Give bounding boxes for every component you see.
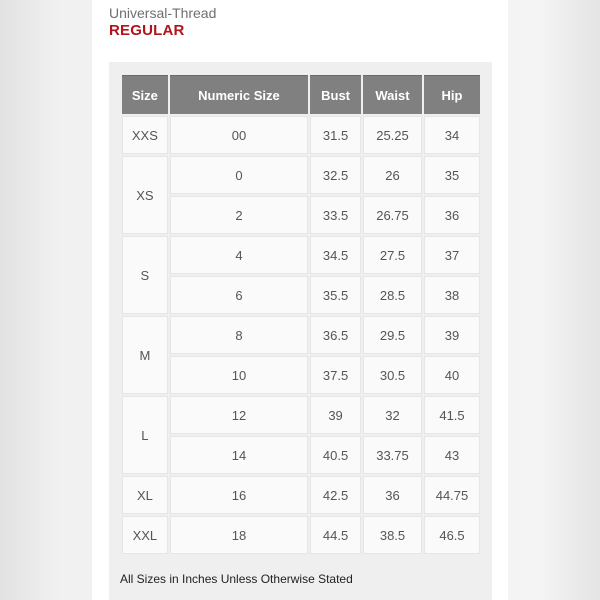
hip-cell: 36: [424, 196, 480, 234]
numeric-size-cell: 12: [170, 396, 308, 434]
bust-cell: 31.5: [310, 116, 361, 154]
hip-cell: 39: [424, 316, 480, 354]
waist-cell: 25.25: [363, 116, 422, 154]
hip-cell: 40: [424, 356, 480, 394]
table-row: [122, 396, 480, 434]
waist-cell: 26.75: [363, 196, 422, 234]
bust-cell: 33.5: [310, 196, 361, 234]
table-row: [122, 356, 480, 394]
table-row: [122, 196, 480, 234]
measurement-note: All Sizes in Inches Unless Otherwise Stated: [120, 572, 353, 586]
numeric-size-cell: 18: [170, 516, 308, 554]
size-cell: S: [122, 236, 168, 314]
column-header-bust: Bust: [310, 75, 361, 114]
hip-cell: 37: [424, 236, 480, 274]
size-cell: XXS: [122, 116, 168, 154]
size-cell: XS: [122, 156, 168, 234]
table-row: [122, 156, 480, 194]
table-row: [122, 316, 480, 354]
column-header-size: Size: [122, 75, 168, 114]
column-header-hip: Hip: [424, 75, 480, 114]
bust-cell: 37.5: [310, 356, 361, 394]
table-header-row: [122, 75, 480, 114]
bust-cell: 34.5: [310, 236, 361, 274]
size-chart-table: [120, 73, 482, 556]
size-cell: L: [122, 396, 168, 474]
brand-name: Universal-Thread: [109, 5, 217, 21]
numeric-size-cell: 10: [170, 356, 308, 394]
hip-cell: 43: [424, 436, 480, 474]
numeric-size-cell: 2: [170, 196, 308, 234]
waist-cell: 27.5: [363, 236, 422, 274]
hip-cell: 46.5: [424, 516, 480, 554]
table-row: [122, 476, 480, 514]
column-header-numeric-size: Numeric Size: [170, 75, 308, 114]
waist-cell: 26: [363, 156, 422, 194]
numeric-size-cell: 6: [170, 276, 308, 314]
numeric-size-cell: 4: [170, 236, 308, 274]
table-row: [122, 516, 480, 554]
table-row: [122, 116, 480, 154]
table-row: [122, 276, 480, 314]
waist-cell: 29.5: [363, 316, 422, 354]
column-header-waist: Waist: [363, 75, 422, 114]
hip-cell: 35: [424, 156, 480, 194]
waist-cell: 30.5: [363, 356, 422, 394]
waist-cell: 32: [363, 396, 422, 434]
numeric-size-cell: 0: [170, 156, 308, 194]
waist-cell: 38.5: [363, 516, 422, 554]
bust-cell: 36.5: [310, 316, 361, 354]
size-cell: M: [122, 316, 168, 394]
size-cell: XL: [122, 476, 168, 514]
waist-cell: 28.5: [363, 276, 422, 314]
table-row: [122, 436, 480, 474]
bust-cell: 39: [310, 396, 361, 434]
numeric-size-cell: 16: [170, 476, 308, 514]
bust-cell: 32.5: [310, 156, 361, 194]
numeric-size-cell: 8: [170, 316, 308, 354]
waist-cell: 33.75: [363, 436, 422, 474]
hip-cell: 41.5: [424, 396, 480, 434]
bust-cell: 40.5: [310, 436, 361, 474]
waist-cell: 36: [363, 476, 422, 514]
numeric-size-cell: 14: [170, 436, 308, 474]
hip-cell: 44.75: [424, 476, 480, 514]
fit-label: REGULAR: [109, 22, 185, 39]
size-cell: XXL: [122, 516, 168, 554]
hip-cell: 38: [424, 276, 480, 314]
table-row: [122, 236, 480, 274]
hip-cell: 34: [424, 116, 480, 154]
bust-cell: 42.5: [310, 476, 361, 514]
numeric-size-cell: 00: [170, 116, 308, 154]
bust-cell: 44.5: [310, 516, 361, 554]
bust-cell: 35.5: [310, 276, 361, 314]
